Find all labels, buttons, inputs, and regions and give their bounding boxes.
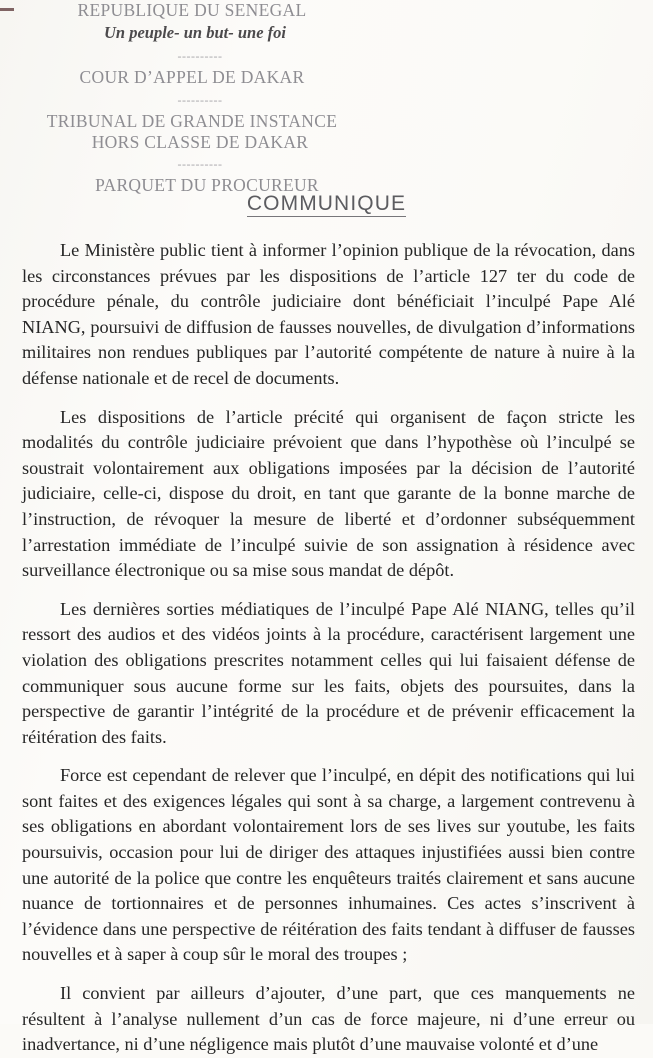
letterhead-court-of-appeal: COUR D’APPEL DE DAKAR — [79, 66, 305, 87]
body-paragraph-3: Les dernières sorties médiatiques de l’inculpé Pape Alé NIANG, telles qu’il ressort des audios et des vidéos joints à la procédure, caractérisent largement une violation des obligations prescrites notamment celles qui lui faisaient défense de communiquer sous aucune forme sur les faits, objets des poursuites, dans la perspective de garantir l’intégrité de la procédure et de prévenir efficacement la réitération des faits. — [22, 598, 635, 747]
letterhead-parquet: PARQUET DU PROCUREUR — [95, 175, 319, 196]
body-paragraph-5: Il convient par ailleurs d’ajouter, d’une part, que ces manquements ne résultent à l’analyse nullement d’un cas de force majeure, ni d’une erreur ou inadvertance, ni d’une négligence mais plutôt d’une mauvaise volonté et d’une — [22, 983, 635, 1055]
letterhead-country: REPUBLIQUE DU SENEGAL — [77, 0, 307, 20]
document-title-text: COMMUNIQUE — [246, 192, 407, 215]
letterhead-separator-1: ---------- — [177, 48, 223, 63]
letterhead-separator-3: ---------- — [177, 157, 223, 172]
letterhead-separator-2: ---------- — [177, 93, 223, 108]
document-body — [22, 238, 635, 1058]
letterhead-tribunal-line-1: TRIBUNAL DE GRANDE INSTANCE — [46, 111, 338, 132]
letterhead-tribunal-line-2: HORS CLASSE DE DAKAR — [91, 131, 309, 152]
letterhead-motto: Un peuple- un but- une foi — [104, 23, 286, 43]
body-paragraph-4: Force est cependant de relever que l’inculpé, en dépit des notifications qui lui sont faites et des exigences légales qui sont à sa charge, a largement contrevenu à ses obligations en abordant volontairement lors de ses lives sur youtube, les faits poursuivis, occasion pour lui de diriger des attaques injustifiées aussi bien contre une autorité de la police que contre les enquêteurs traités clairement et sans aucune nuance de tortionnaires et de personnes inhumaines. Ces actes s’inscrivent à l’évidence dans une perspective de réitération des faits tendant à diffuser de fausses nouvelles et à saper à coup sûr le moral des troupes ; — [22, 765, 635, 965]
document-title — [0, 192, 653, 216]
letterhead — [12, 0, 372, 197]
body-paragraph-1: Le Ministère public tient à informer l’opinion publique de la révocation, dans les circonstances prévues par les dispositions de l’article 127 ter du code de procédure pénale, du contrôle judiciaire dont bénéficiait l’inculpé Pape Alé NIANG, poursuivi de diffusion de fausses nouvelles, de divulgation d’informations militaires non rendues publiques par l’autorité compétente de nature à nuire à la défense nationale et de recel de documents. — [22, 240, 635, 388]
body-paragraph-2: Les dispositions de l’article précité qui organisent de façon stricte les modalités du contrôle judiciaire prévoient que dans l’hypothèse où l’inculpé se soustrait volontairement aux obligations imposées par la décision de l’autorité judiciaire, celle-ci, dispose du droit, en tant que garante de la bonne marche de l’instruction, de révoquer la mesure de liberté et d’ordonner subséquemment l’arrestation immédiate de l’inculpé suivie de son assignation à résidence avec surveillance électronique ou sa mise sous mandat de dépôt. — [22, 406, 635, 581]
